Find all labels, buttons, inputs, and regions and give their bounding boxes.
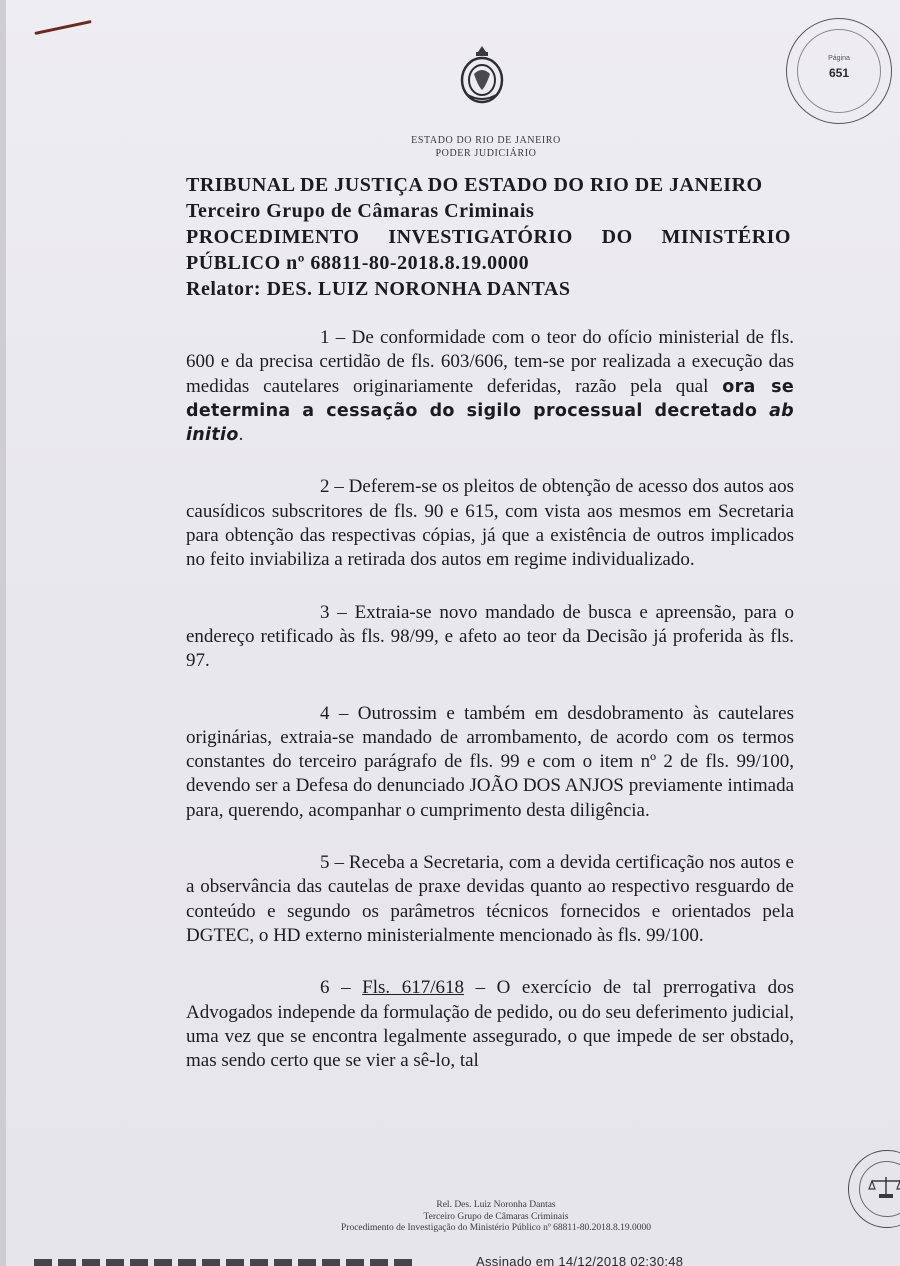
footer-chamber: Terceiro Grupo de Câmaras Criminais: [423, 1211, 569, 1222]
paragraph-1: 1 – De conformidade com o teor do ofício ministerial de fls. 600 e da precisa certidão de fls. 603/606, tem-se por realizada a execução das medidas cautelares originariamente deferidas, razão pela qual ora se determina a cessação do sigilo processual decretado ab initio.: [186, 327, 795, 446]
document-page: [6, 0, 900, 1266]
page-footer: [266, 1200, 726, 1235]
court-seal-icon: [848, 1150, 900, 1228]
paragraph-4: 4 – Outrossim e também em desdobramento às cautelares originárias, extraia-se mandado de arrombamento, de acordo com os termos constantes do terceiro parágrafo de fls. 99 e com o item nº 2 de fls. 99/100, devendo ser a Defesa do denunciado JOÃO DOS ANJOS previamente intimada para, querendo, acompanhar o cumprimento desta diligência.: [186, 702, 794, 821]
procedure-title: PROCEDIMENTO INVESTIGATÓRIO DO MINISTÉRIO: [186, 226, 791, 248]
paragraph-2: 2 – Deferem-se os pleitos de obtenção de acesso dos autos aos causídicos subscritores de fls. 90 e 615, com vista aos mesmos em Secretaria para obtenção das respectivas cópias, já que a existência de outros implicados no feito inviabiliza a retirada dos autos em regime individualizado.: [186, 476, 794, 571]
paragraph-6: 6 – Fls. 617/618 – O exercício de tal prerrogativa dos Advogados independe da formulação de pedido, ou do seu deferimento judicial, uma vez que se encontra legalmente assegurado, o que impede de ser obstado, mas sendo certo que se vier a sê-lo, tal: [186, 977, 794, 1072]
chamber-group: Terceiro Grupo de Câmaras Criminais: [186, 200, 535, 222]
paragraph-3: 3 – Extraia-se novo mandado de busca e apreensão, para o endereço retificado às fls. 98/99, e afeto ao teor da Decisão já proferida às fls. 97.: [186, 601, 794, 672]
procedure-number: PÚBLICO nº 68811-80-2018.8.19.0000: [186, 252, 530, 274]
case-title: [186, 172, 791, 302]
signature-timestamp: Assinado em 14/12/2018 02:30:48: [476, 1254, 684, 1266]
footer-rapporteur: Rel. Des. Luiz Noronha Dantas: [436, 1200, 556, 1210]
coat-of-arms-icon: [456, 44, 508, 106]
state-header: [346, 134, 626, 160]
pen-mark: [34, 20, 91, 35]
court-name: TRIBUNAL DE JUSTIÇA DO ESTADO DO RIO DE JANEIRO: [186, 174, 763, 196]
state-name: ESTADO DO RIO DE JANEIRO: [411, 135, 561, 146]
folio-reference: Fls. 617/618: [362, 977, 464, 999]
footer-procedure: Procedimento de Investigação do Ministério Público nº 68811-80.2018.8.19.0000: [341, 1223, 651, 1233]
highlight-text: ora se determina a cessação do sigilo processual decretado ab initio: [186, 376, 795, 446]
page-stamp-label: Página: [828, 55, 850, 62]
judicial-power: PODER JUDICIÁRIO: [435, 148, 537, 159]
paragraph-5: 5 – Receba a Secretaria, com a devida certificação nos autos e a observância das cautelas de praxe devidas quanto ao respectivo resguardo de conteúdo e segundo os parâmetros técnicos fornecidos e orientados pela DGTEC, o HD externo ministerialmente mencionado às fls. 99/100.: [186, 852, 794, 946]
decision-body: [186, 326, 794, 1101]
cut-off-text-strip: [34, 1259, 414, 1266]
page-number-stamp: [786, 18, 892, 124]
rapporteur: Relator: DES. LUIZ NORONHA DANTAS: [186, 278, 571, 300]
page-stamp-number: 651: [828, 66, 850, 80]
